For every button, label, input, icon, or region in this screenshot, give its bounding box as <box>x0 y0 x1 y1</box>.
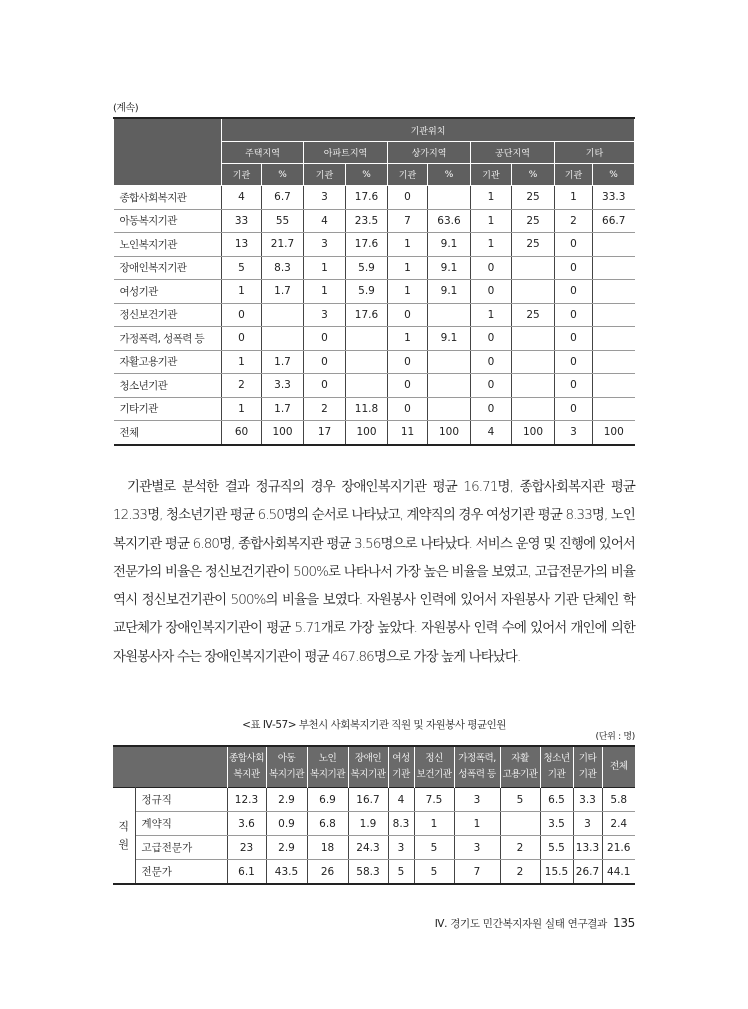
row-label: 고급전문가 <box>135 836 227 860</box>
table-cell: 5.5 <box>540 836 573 860</box>
table-cell: 2.9 <box>266 836 307 860</box>
group-header: 공단지역 <box>471 142 555 164</box>
table-row <box>114 421 635 445</box>
table-row <box>114 209 635 233</box>
table-cell: 0 <box>555 303 593 327</box>
row-label: 아동복지기관 <box>114 209 222 233</box>
table-cell: 1 <box>388 327 428 351</box>
table-row <box>114 233 635 257</box>
table-cell: 0 <box>388 374 428 398</box>
table-cell <box>512 374 555 398</box>
table-cell: 25 <box>512 186 555 210</box>
table-cell: 2 <box>304 397 346 421</box>
table-row <box>113 860 635 885</box>
table-cell: 5.9 <box>346 256 388 280</box>
table-cell: 0 <box>555 256 593 280</box>
table-cell: 1 <box>471 233 512 257</box>
table-cell: 24.3 <box>348 836 388 860</box>
table-cell: 66.7 <box>593 209 635 233</box>
row-label: 기타기관 <box>114 397 222 421</box>
table-cell <box>512 397 555 421</box>
table-corner-cell <box>114 118 222 186</box>
table-cell: 25 <box>512 209 555 233</box>
column-header <box>227 746 266 788</box>
chapter-title: Ⅳ. 경기도 민간복지자원 실태 연구결과 <box>434 918 607 930</box>
column-header-line: 기관 <box>547 769 566 780</box>
table-cell: 0 <box>388 397 428 421</box>
table-cell: 2 <box>500 860 540 885</box>
table-cell: 1 <box>471 303 512 327</box>
table-cell: 9.1 <box>428 280 471 304</box>
column-header-line: 복지기관 <box>350 769 386 780</box>
table-cell: 16.7 <box>348 788 388 812</box>
institution-location-table <box>113 117 635 446</box>
table-cell: 21.6 <box>602 836 635 860</box>
table-cell <box>593 327 635 351</box>
table-cell: 1 <box>388 256 428 280</box>
table-cell: 0 <box>304 350 346 374</box>
table-cell: 17.6 <box>346 186 388 210</box>
continued-label: (계속) <box>113 103 139 114</box>
group-header: 상가지역 <box>388 142 471 164</box>
row-label: 청소년기관 <box>114 374 222 398</box>
table-cell: 100 <box>512 421 555 445</box>
table-cell: 11 <box>388 421 428 445</box>
table-cell <box>512 350 555 374</box>
table-row <box>113 788 635 812</box>
table-cell: 3.6 <box>227 812 266 836</box>
table-cell: 1 <box>222 280 262 304</box>
column-header <box>540 746 573 788</box>
table2-body <box>113 788 635 885</box>
row-label: 계약직 <box>135 812 227 836</box>
table-cell: 1 <box>388 233 428 257</box>
table-cell: 3 <box>304 186 346 210</box>
column-header-line: 아동 <box>277 753 296 764</box>
table-cell: 9.1 <box>428 256 471 280</box>
table-cell: 100 <box>262 421 304 445</box>
table-cell: 0 <box>555 350 593 374</box>
column-header-line: 여성 <box>392 753 410 764</box>
table-cell <box>593 256 635 280</box>
column-header-line: 청소년 <box>543 753 570 764</box>
table-cell <box>593 350 635 374</box>
column-header <box>388 746 414 788</box>
row-label: 가정폭력, 성폭력 등 <box>114 327 222 351</box>
table-row <box>114 374 635 398</box>
table-cell: 6.5 <box>540 788 573 812</box>
table-cell: 33.3 <box>593 186 635 210</box>
table-cell: 3.3 <box>573 788 602 812</box>
table-cell: 0 <box>471 350 512 374</box>
table-cell: 0 <box>555 327 593 351</box>
table-cell <box>500 812 540 836</box>
table-cell: 0 <box>388 186 428 210</box>
table-cell <box>512 256 555 280</box>
group-header: 아파트지역 <box>304 142 388 164</box>
column-header <box>307 746 348 788</box>
subheader-percent: % <box>346 164 388 186</box>
table-cell: 100 <box>346 421 388 445</box>
subheader-count: 기관 <box>388 164 428 186</box>
table-cell: 26.7 <box>573 860 602 885</box>
table-cell: 5 <box>414 836 454 860</box>
table-cell: 1 <box>304 280 346 304</box>
table-cell: 7.5 <box>414 788 454 812</box>
table-cell: 1.9 <box>348 812 388 836</box>
table-row <box>114 327 635 351</box>
subheader-count: 기관 <box>304 164 346 186</box>
table-cell: 44.1 <box>602 860 635 885</box>
table-cell: 4 <box>388 788 414 812</box>
table-cell: 3.5 <box>540 812 573 836</box>
column-header-line: 복지관 <box>233 769 260 780</box>
table-cell: 1.7 <box>262 280 304 304</box>
table-cell <box>593 303 635 327</box>
table-cell: 0 <box>555 280 593 304</box>
column-header <box>500 746 540 788</box>
table-cell: 18 <box>307 836 348 860</box>
column-header-line: 기관 <box>392 769 410 780</box>
table-cell <box>593 374 635 398</box>
table-cell: 1 <box>471 186 512 210</box>
table-cell <box>346 350 388 374</box>
table-cell: 0 <box>222 327 262 351</box>
column-header-line: 종합사회 <box>228 753 265 764</box>
column-header <box>266 746 307 788</box>
table-cell: 0.9 <box>266 812 307 836</box>
analysis-paragraph: 기관별로 분석한 결과 정규직의 경우 장애인복지기관 평균 16.71명, 종합사회복지관 평균 12.33명, 청소년기관 평균 6.50명의 순서로 나타났고, 계약직의 경우 여성기관 평균 8.33명, 노인복지기관 평균 6.80명, 종합사회복지관 평균 3.56명으로 나타났다. 서비스 운영 및 진행에 있어서 전문가의 비율은 정신보건기관이 500%로 나타나서 가장 높은 비율을 보였고, 고급전문가의 비율 역시 정신보건기관이 500%의 비율을 보였다. 자원봉사 인력에 있어서 자원봉사 기관 단체인 학교단체가 장애인복지기관이 평균 5.71개로 가장 높았다. 자원봉사 인력 수에 있어서 개인에 의한 자원봉사자 수는 장애인복지기관이 평균 467.86명으로 가장 높게 나타났다. <box>113 480 635 665</box>
table-cell: 3 <box>304 303 346 327</box>
table-cell: 23 <box>227 836 266 860</box>
table-cell: 5 <box>500 788 540 812</box>
table-cell: 25 <box>512 303 555 327</box>
column-header-line: 성폭력 등 <box>458 769 496 780</box>
table-cell: 0 <box>555 374 593 398</box>
table-cell <box>262 327 304 351</box>
table-cell: 0 <box>471 397 512 421</box>
table-cell: 13 <box>222 233 262 257</box>
table-row <box>114 397 635 421</box>
staff-side-label <box>113 788 135 885</box>
table-cell <box>593 233 635 257</box>
table-cell: 3 <box>454 788 500 812</box>
table-cell: 3 <box>573 812 602 836</box>
table-cell: 0 <box>555 397 593 421</box>
table-cell: 0 <box>304 327 346 351</box>
table-cell: 0 <box>388 350 428 374</box>
table-cell: 1.7 <box>262 350 304 374</box>
table-cell <box>428 186 471 210</box>
subheader-percent: % <box>428 164 471 186</box>
table-cell: 17 <box>304 421 346 445</box>
table-cell: 1 <box>414 812 454 836</box>
table-cell: 60 <box>222 421 262 445</box>
table-cell: 6.9 <box>307 788 348 812</box>
table-cell: 2 <box>555 209 593 233</box>
page-footer <box>435 916 635 931</box>
table-cell: 0 <box>388 303 428 327</box>
column-header <box>573 746 602 788</box>
table-cell <box>428 303 471 327</box>
table-cell <box>593 397 635 421</box>
column-header-line: 가정폭력, <box>458 753 496 764</box>
table-cell: 2 <box>500 836 540 860</box>
table-cell: 58.3 <box>348 860 388 885</box>
subheader-percent: % <box>262 164 304 186</box>
table-cell: 5 <box>388 860 414 885</box>
table-cell: 2.4 <box>602 812 635 836</box>
table-cell: 3.3 <box>262 374 304 398</box>
row-label: 전문가 <box>135 860 227 885</box>
table-cell: 0 <box>304 374 346 398</box>
table-cell: 1.7 <box>262 397 304 421</box>
table-cell: 0 <box>222 303 262 327</box>
column-header <box>348 746 388 788</box>
page-number: 135 <box>612 916 635 930</box>
table-cell: 13.3 <box>573 836 602 860</box>
column-header-line: 보건기관 <box>416 769 452 780</box>
group-header: 주택지역 <box>222 142 304 164</box>
table1-body <box>114 186 635 445</box>
table-cell: 100 <box>428 421 471 445</box>
row-label: 장애인복지기관 <box>114 256 222 280</box>
column-header <box>454 746 500 788</box>
table-cell: 17.6 <box>346 303 388 327</box>
table-cell: 100 <box>593 421 635 445</box>
table-row <box>114 303 635 327</box>
side-label-char: 직 <box>118 819 130 833</box>
table-cell: 12.3 <box>227 788 266 812</box>
table-caption: <표 Ⅳ-57> 부천시 사회복지기관 직원 및 자원봉사 평균인원 <box>242 719 506 731</box>
table-row <box>113 812 635 836</box>
side-label-char: 원 <box>118 837 130 851</box>
table-cell <box>262 303 304 327</box>
column-header-line: 자활 <box>511 753 529 764</box>
table-cell: 0 <box>471 280 512 304</box>
table-cell: 25 <box>512 233 555 257</box>
subheader-percent: % <box>593 164 635 186</box>
row-label: 노인복지기관 <box>114 233 222 257</box>
table-cell: 0 <box>555 233 593 257</box>
table-cell <box>593 280 635 304</box>
table-cell: 8.3 <box>262 256 304 280</box>
row-label: 여성기관 <box>114 280 222 304</box>
table-cell: 5 <box>414 860 454 885</box>
table-cell <box>428 374 471 398</box>
table-cell: 1 <box>555 186 593 210</box>
column-header <box>602 746 635 788</box>
column-header-line: 정신 <box>425 753 443 764</box>
column-header-line: 노인 <box>318 753 337 764</box>
table-cell: 3 <box>304 233 346 257</box>
table-cell: 15.5 <box>540 860 573 885</box>
table-cell: 5.9 <box>346 280 388 304</box>
column-header-line: 장애인 <box>354 753 382 764</box>
table-cell: 4 <box>304 209 346 233</box>
table-cell: 1 <box>304 256 346 280</box>
table-cell: 9.1 <box>428 233 471 257</box>
table-cell: 3 <box>388 836 414 860</box>
table-row <box>114 350 635 374</box>
table-cell: 6.8 <box>307 812 348 836</box>
group-header: 기타 <box>555 142 635 164</box>
location-header: 기관위치 <box>222 118 635 142</box>
table-cell: 1 <box>222 350 262 374</box>
table-cell: 1 <box>388 280 428 304</box>
table-cell <box>346 327 388 351</box>
table-cell: 33 <box>222 209 262 233</box>
table-cell: 6.1 <box>227 860 266 885</box>
table-cell: 63.6 <box>428 209 471 233</box>
subheader-count: 기관 <box>471 164 512 186</box>
table-cell <box>512 280 555 304</box>
table-corner-cell <box>113 746 227 788</box>
table-cell: 0 <box>471 327 512 351</box>
table-cell: 2.9 <box>266 788 307 812</box>
column-header-line: 기타 <box>578 753 597 764</box>
table-cell: 11.8 <box>346 397 388 421</box>
table-cell: 0 <box>471 374 512 398</box>
table-row <box>113 836 635 860</box>
table-cell: 17.6 <box>346 233 388 257</box>
subheader-count: 기관 <box>222 164 262 186</box>
row-label: 자활고용기관 <box>114 350 222 374</box>
table-cell: 1 <box>471 209 512 233</box>
table-cell: 7 <box>454 860 500 885</box>
table-cell: 43.5 <box>266 860 307 885</box>
table-cell <box>428 350 471 374</box>
column-header-line: 기관 <box>578 769 597 780</box>
column-header-line: 전체 <box>609 761 628 772</box>
column-header-line: 복지기관 <box>268 769 305 780</box>
table-cell: 5.8 <box>602 788 635 812</box>
table-cell: 0 <box>471 256 512 280</box>
staff-average-table <box>113 745 635 885</box>
unit-label: (단위 : 명) <box>595 732 635 742</box>
table-row <box>114 186 635 210</box>
table-row <box>114 280 635 304</box>
table-cell: 9.1 <box>428 327 471 351</box>
table-cell: 55 <box>262 209 304 233</box>
table-cell <box>512 327 555 351</box>
column-header-line: 복지기관 <box>309 769 346 780</box>
table-cell <box>428 397 471 421</box>
table-cell: 26 <box>307 860 348 885</box>
column-header-line: 고용기관 <box>502 769 538 780</box>
subheader-count: 기관 <box>555 164 593 186</box>
table-cell: 1 <box>454 812 500 836</box>
table-row <box>114 256 635 280</box>
table-cell: 2 <box>222 374 262 398</box>
row-label: 종합사회복지관 <box>114 186 222 210</box>
table-cell: 4 <box>222 186 262 210</box>
table-cell: 21.7 <box>262 233 304 257</box>
table-cell <box>346 374 388 398</box>
table-cell: 23.5 <box>346 209 388 233</box>
table-cell: 5 <box>222 256 262 280</box>
table-cell: 6.7 <box>262 186 304 210</box>
table-cell: 4 <box>471 421 512 445</box>
table-cell: 7 <box>388 209 428 233</box>
row-label: 정규직 <box>135 788 227 812</box>
table-cell: 3 <box>555 421 593 445</box>
subheader-percent: % <box>512 164 555 186</box>
row-label: 정신보건기관 <box>114 303 222 327</box>
column-header <box>414 746 454 788</box>
table-cell: 8.3 <box>388 812 414 836</box>
row-label: 전체 <box>114 421 222 445</box>
table-cell: 1 <box>222 397 262 421</box>
table-cell: 3 <box>454 836 500 860</box>
